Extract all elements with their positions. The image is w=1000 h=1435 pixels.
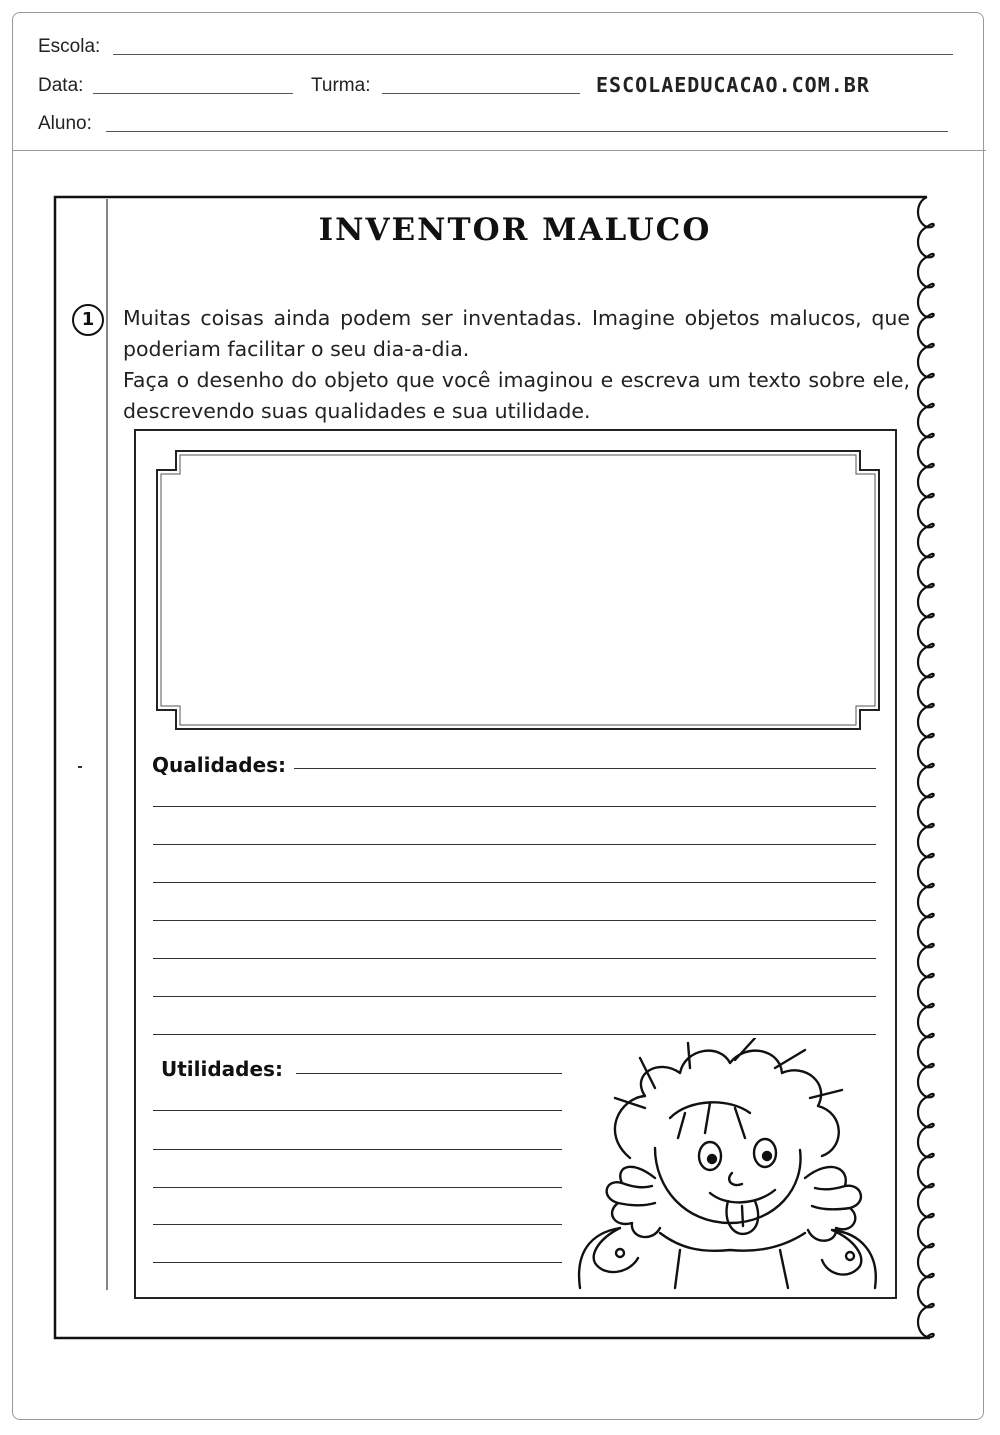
worksheet-title: INVENTOR MALUCO bbox=[318, 212, 712, 248]
utilidades-line-4[interactable] bbox=[153, 1187, 562, 1188]
qualidades-line-5[interactable] bbox=[153, 920, 876, 921]
drawing-box[interactable] bbox=[180, 474, 856, 706]
qualidades-label: Qualidades: bbox=[152, 753, 287, 777]
utilidades-line-3[interactable] bbox=[153, 1149, 562, 1150]
escola-label: Escola: bbox=[38, 36, 101, 57]
utilidades-line-6[interactable] bbox=[153, 1262, 562, 1263]
utilidades-line-2[interactable] bbox=[153, 1110, 562, 1111]
aluno-label: Aluno: bbox=[38, 113, 92, 134]
utilidades-label: Utilidades: bbox=[161, 1057, 283, 1081]
qualidades-line-4[interactable] bbox=[153, 882, 876, 883]
qualidades-line-8[interactable] bbox=[153, 1034, 876, 1035]
site-logo: ESCOLAEDUCACAO.COM.BR bbox=[596, 73, 870, 97]
question-number: 1 bbox=[72, 304, 104, 336]
data-label: Data: bbox=[38, 75, 84, 96]
utilidades-line-1[interactable] bbox=[296, 1073, 562, 1074]
qualidades-line-2[interactable] bbox=[153, 806, 876, 807]
boy-making-funny-face-icon bbox=[560, 1038, 890, 1293]
qualidades-line-3[interactable] bbox=[153, 844, 876, 845]
instruction-line-1: Muitas coisas ainda podem ser inventadas. Imagine objetos malucos, que poderiam facilitar o seu dia-a-dia. bbox=[123, 306, 910, 361]
qualidades-line-1[interactable] bbox=[294, 768, 876, 769]
qualidades-line-6[interactable] bbox=[153, 958, 876, 959]
turma-label: Turma: bbox=[311, 75, 371, 96]
instruction-line-2: Faça o desenho do objeto que você imaginou e escreva um texto sobre ele, descrevendo suas qualidades e sua utilidade. bbox=[123, 368, 910, 423]
qualidades-line-7[interactable] bbox=[153, 996, 876, 997]
utilidades-line-5[interactable] bbox=[153, 1224, 562, 1225]
